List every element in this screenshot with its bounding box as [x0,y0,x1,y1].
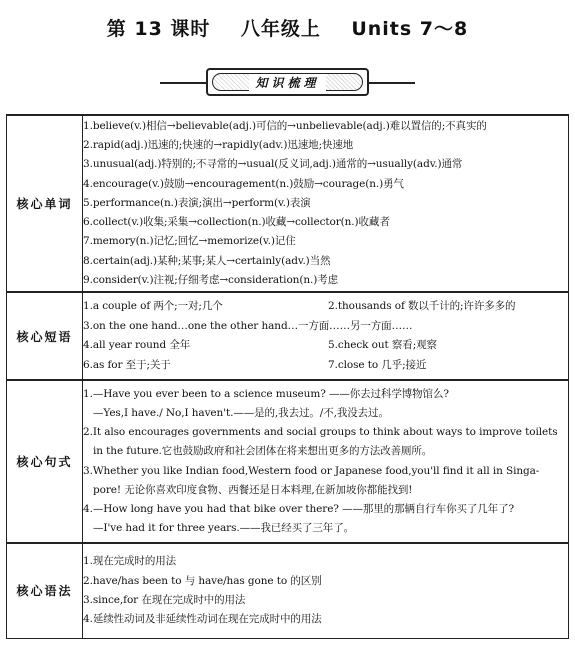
list-item: 3.since,for 在现在完成时中的用法 [83,593,246,606]
list-item: 4.—How long have you had that bike over there? ——那里的那辆自行车你买了几年了? [83,502,515,515]
list-item: 7.close to 几乎;接近 [328,358,427,371]
list-item: 2.have/has been to 与 have/has gone to 的区别 [83,574,322,587]
list-item: 4.延续性动词及非延续性动词在现在完成时中的用法 [83,612,322,625]
list-item: 6.collect(v.)收集;采集→collection(n.)收藏→collector(n.)收藏者 [83,216,390,229]
page-title: 第 13 课时 八年级上 Units 7～8 [106,18,469,40]
row-label-words: 核心单词 [7,115,83,292]
banner-rule-right [369,82,415,84]
list-item: 5.check out 察看;观察 [328,339,437,351]
list-item: 4.encourage(v.)鼓励→encouragement(n.)鼓励→courage(n.)勇气 [83,177,404,190]
list-item: in the future.它也鼓励政府和社会团体在将来想出更多的方法改善厕所。 [93,445,433,458]
banner-rule-left [160,82,206,84]
list-item: 1.—Have you ever been to a science museum? ——你去过科学博物馆么? [83,387,449,400]
list-item: 4.all year round 全年 [83,339,191,351]
banner-inner [212,73,363,91]
list-item: 5.performance(n.)表演;演出→perform(v.)表演 [83,196,311,209]
banner-label: 知识梳理 [249,74,325,91]
list-item: pore! 无论你喜欢印度食物、西餐还是日本料理,在新加坡你都能找到! [93,483,413,496]
list-item: 3.Whether you like Indian food,Western food or Japanese food,you'll find it all in Singa- [83,464,540,477]
row-label-phrases: 核心短语 [7,292,83,380]
table-row-words [7,115,569,292]
list-item: 1.a couple of 两个;一对;几个 [83,300,223,312]
banner-box [206,68,369,96]
row-content-phrases [83,292,569,380]
list-item: —Yes,I have./ No,I haven't.——是的,我去过。/不,我没去过。 [93,406,389,419]
list-item: 9.consider(v.)注视;仔细考虑→consideration(n.)考虑 [83,273,339,286]
row-label-grammar: 核心语法 [7,543,83,638]
list-item: 3.unusual(adj.)特别的;不寻常的→usual(反义词,adj.)通常的→usually(adv.)通常 [83,158,463,171]
table-row-sentences [7,380,569,543]
phrase-grid [83,297,568,375]
table-row-phrases [7,292,569,380]
row-label-sentences: 核心句式 [7,380,83,543]
list-item: 8.certain(adj.)某种;某事;某人→certainly(adv.)当然 [83,254,331,267]
list-item: 2.It also encourages governments and social groups to think about ways to improve toilets [83,426,558,439]
list-item: —I've had it for three years.——我已经买了三年了。 [93,522,354,535]
row-content-sentences [83,380,569,543]
list-item: 2.thousands of 数以千计的;许许多多的 [328,300,516,312]
list-item: 1.believe(v.)相信→believable(adj.)可信的→unbelievable(adj.)难以置信的;不真实的 [83,120,487,133]
row-content-words [83,115,569,292]
list-item: 7.memory(n.)记忆;回忆→memorize(v.)记住 [83,235,296,248]
table-row-grammar [7,543,569,638]
section-banner [0,66,575,100]
list-item: 6.as for 至于;关于 [83,358,171,371]
list-item: 2.rapid(adj.)迅速的;快速的→rapidly(adv.)迅速地;快速地 [83,139,354,152]
list-item [328,317,568,337]
list-item: 3.on the one hand…one the other hand…一方面……另一方面…… [83,319,413,332]
list-item: 1.现在完成时的用法 [83,555,177,568]
knowledge-table [6,114,569,639]
row-content-grammar [83,543,569,638]
